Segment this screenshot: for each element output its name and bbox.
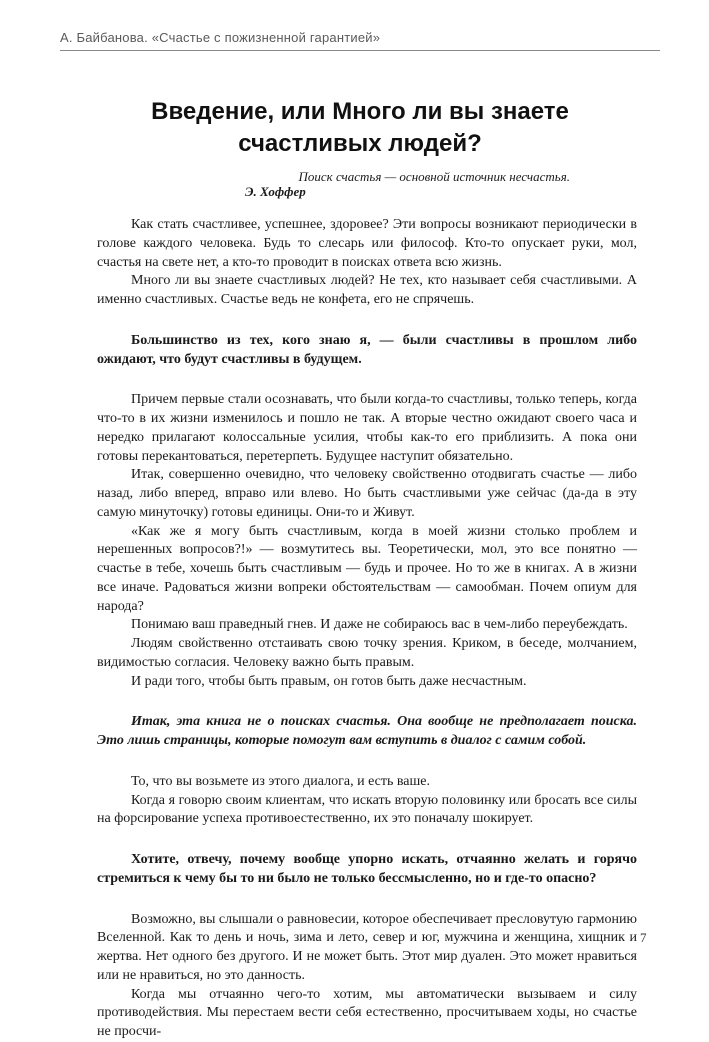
paragraph: Когда я говорю своим клиентам, что искать вторую половинку или бросать все силы на форсирование успеха противоестественно, их это поначалу шокирует. <box>97 792 637 827</box>
epigraph-author: Э. Хоффер <box>245 184 306 199</box>
chapter-title: Введение, или Много ли вы знаете счастливых людей? <box>151 98 569 157</box>
paragraph: «Как же я могу быть счастливым, когда в моей жизни столько проблем и нерешенных вопросов?!» — возмутитесь вы. Теоретически, мол, это все понятно — счастье в тебе, хочешь быть счастливым — будь и прочее. Но то же в книгах. А в жизни все иначе. Радоваться жизни вопреки обстоятельствам — самообман. Почем опиум для народа? <box>97 523 637 614</box>
epigraph-quote: Поиск счастья — основной источник несчастья. <box>298 169 570 184</box>
paragraph: Много ли вы знаете счастливых людей? Не тех, кто называет себя счастливыми. А именно счастливых. Счастье ведь не конфета, его не спрячешь. <box>97 273 637 307</box>
paragraph: И ради того, чтобы быть правым, он готов быть даже несчастным. <box>131 673 527 689</box>
header-rule <box>60 50 660 51</box>
bold-italic-callout: Итак, эта книга не о поисках счастья. Она вообще не предполагает поиска. Это лишь страницы, которые помогут вам вступить в диалог с самим собой. <box>97 714 637 748</box>
bold-callout: Хотите, отвечу, почему вообще упорно искать, отчаянно желать и горячо стремиться к чему бы то ни было не только бессмысленно, но и где-то опасно? <box>97 852 637 886</box>
paragraph: Когда мы отчаянно чего-то хотим, мы автоматически вызываем и силу противодействия. Мы перестаем вести себя естественно, просчитываем ходы, но счастье не просчи- <box>97 986 637 1039</box>
paragraph: Как стать счастливее, успешнее, здоровее? Эти вопросы возникают периодически в голове каждого человека. Будь то слесарь или философ. Кто-то опускает руки, мол, счастья на свете нет, а кто-то проводит в поисках ответа всю жизнь. <box>97 217 637 270</box>
paragraph: Итак, совершенно очевидно, что человеку свойственно отодвигать счастье — либо назад, либо вперед, вправо или влево. Но быть счастливыми уже сейчас (да-да в эту самую минуточку) готовы единицы. Они-то и Живут. <box>97 467 637 520</box>
paragraph: Людям свойственно отстаивать свою точку зрения. Криком, в беседе, молчанием, видимостью согласия. Человеку важно быть правым. <box>97 636 637 670</box>
running-head: А. Байбанова. «Счастье с пожизненной гарантией» <box>60 30 381 45</box>
page-number: 7 <box>640 930 647 945</box>
paragraph: Понимаю ваш праведный гнев. И даже не собираюсь вас в чем-либо переубеждать. <box>131 617 628 633</box>
paragraph: То, что вы возьмете из этого диалога, и есть ваше. <box>131 773 430 789</box>
bold-callout: Большинство из тех, кого знаю я, — были счастливы в прошлом либо ожидают, что будут счастливы в будущем. <box>97 332 637 367</box>
paragraph: Причем первые стали осознавать, что были когда-то счастливы, только теперь, когда что-то в их жизни изменилось и пошло не так. А вторые честно ожидают своего часа и нередко прилагают колоссальные усилия, чтобы как-то его приблизить. А пока они готовы перекантоваться, перетерпеть. Будущее наступит обязательно. <box>97 392 637 464</box>
body-text <box>97 216 637 1042</box>
paragraph: Возможно, вы слышали о равновесии, которое обеспечивает пресловутую гармонию Вселенной. Как то день и ночь, зима и лето, север и юг, мужчина и женщина, хищник и жертва. Нет одного без другого. И не может быть. Этот мир дуален. Это может нравиться или не нравиться, но это данность. <box>97 911 637 983</box>
